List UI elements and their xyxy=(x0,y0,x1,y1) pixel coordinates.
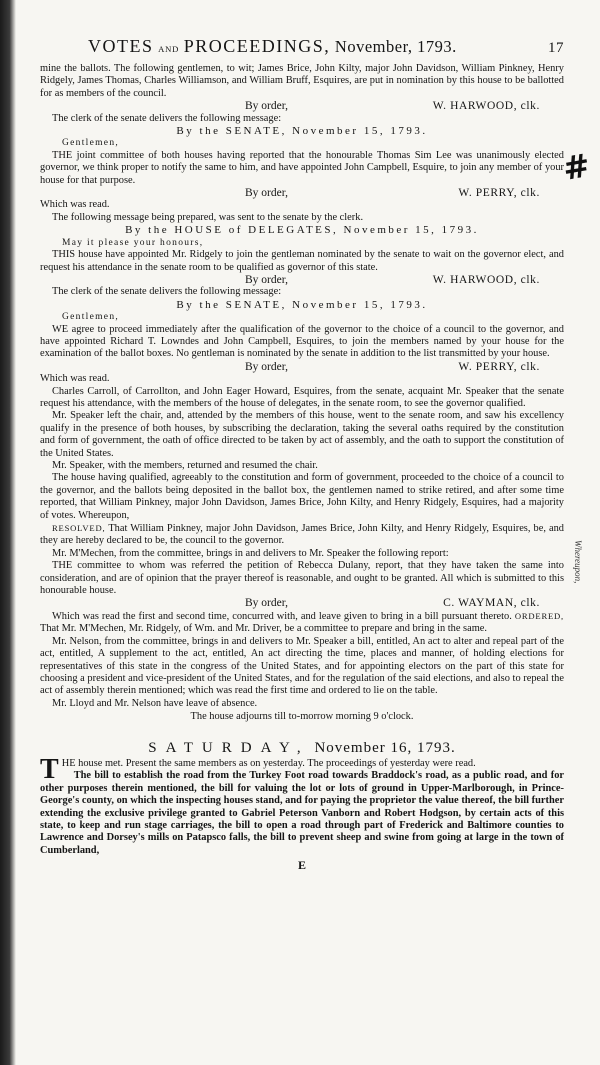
paragraph: Mr. Speaker, with the members, returned and resumed the chair. xyxy=(52,460,318,471)
salutation: Gentlemen, xyxy=(62,312,120,323)
paragraph: Mr. Nelson, from the committee, brings in and delivers to Mr. Speaker a bill, entitled, An act to alter and repeal part of the act, entitled, A supplement to the act, entitled, An act directing the time, places and manner, of holding elections for representatives of this state in the congress of the United States, and for appointing electors on the part of this state for choosing a president and vice-president of the United States, and for the regulation of the said elections, and also to repeal the act of assembly therein mentioned; which was read the first time and ordered to lie on the table. xyxy=(40,635,564,697)
salutation: May it please your honours, xyxy=(62,237,204,248)
message-heading: By the SENATE, November 15, 1793. xyxy=(176,298,428,311)
running-header xyxy=(40,36,564,57)
margin-hash-mark: # xyxy=(559,145,593,189)
running-title: VOTES AND PROCEEDINGS, November, 1793. xyxy=(88,36,457,56)
drop-cap: T xyxy=(40,753,59,785)
paragraph: The clerk of the senate delivers the following message: xyxy=(52,112,282,124)
adjournment-line: The house adjourns till to-morrow morning 9 o'clock. xyxy=(190,711,414,723)
salutation: Gentlemen, xyxy=(62,138,120,149)
day-heading: SATURDAY, November 16, 1793. xyxy=(148,739,456,756)
printer-signature-mark: E xyxy=(297,858,306,873)
paragraph: The bill to establish the road from the Turkey Foot road towards Braddock's road, as a public road, and for other purposes therein mentioned, the bill for valuing the lot or lots of ground in Upper-Marlborough, in Prince-George's county, on which the inspecting houses stand, and for paying the proprietor the value thereof, the bill further extending the exclusive privilege granted to Gabriel Peterson Vanborn and Robert Hodgson, by certain acts of this state, to keep and run stage carriages, the bill to open a road through part of Frederick and Baltimore counties to Lawrence and Dorsey's mills on Patapsco falls, the bill to prevent sheep and swine from going at large in the town of Cumberland, xyxy=(40,770,564,856)
paragraph: WE agree to proceed immediately after the qualification of the governor to the choice of a council to the governor, and have appointed Richard T. Lowndes and John Campbell, Esquires, to join the members named by your house for the examination of the ballot boxes. No gentleman is nominated by the senate in addition to the list transmitted by your house. xyxy=(40,323,564,360)
paragraph: Mr. M'Mechen, from the committee, brings in and delivers to Mr. Speaker the following report: xyxy=(52,547,449,559)
paragraph: mine the ballots. The following gentlemen, to wit; James Brice, John Kilty, major John Davidson, William Pinkney, Henry Ridgely, James Thomas, Charles Williamson, and William Bruff, Esquires, are put in nomination by this house to be ballotted for as members of the council. xyxy=(40,63,564,99)
message-heading: By the HOUSE of DELEGATES, November 15, 1793. xyxy=(125,224,479,237)
paragraph: THE house met. Present the same members as on yesterday. The proceedings of yesterday were read. xyxy=(40,753,476,785)
signature-line: By order, W. PERRY, clk. xyxy=(245,360,540,373)
signature-line: By order, W. PERRY, clk. xyxy=(245,187,540,200)
paragraph: Mr. Speaker left the chair, and, attended by the members of this house, went to the senate room, and saw his excellency qualify in the presence of both houses, by subscribing the declaration, taking the several oaths required by the constitution and form of government, the oath of office directed to be taken by act of assembly, and the oath to support the constitution of the United States. xyxy=(40,410,564,459)
paragraph: Charles Carroll, of Carrollton, and John Eager Howard, Esquires, from the senate, acquaint Mr. Speaker that the senate request his attendance, with the members of the house of delegates, in the senate room, to see the governor qualified. xyxy=(40,385,564,409)
paragraph: Which was read the first and second time, concurred with, and leave given to bring in a bill pursuant thereto. ORDERED, That Mr. M'Mechen, Mr. Ridgely, of Wm. and Mr. Driver, be a committee to prepare and bring in the same. xyxy=(40,610,564,635)
signature-line: By order, C. WAYMAN, clk. xyxy=(245,597,540,610)
paragraph: The clerk of the senate delivers the following message: xyxy=(52,286,282,298)
paragraph: THIS house have appointed Mr. Ridgely to join the gentleman nominated by the senate to wait on the governor elect, and request his attendance in the senate room to be qualified as governor of this state. xyxy=(40,249,564,273)
paragraph: Which was read. xyxy=(40,199,110,211)
paragraph: THE committee to whom was referred the petition of Rebecca Dulany, report, that they have taken the same into consideration, and are of opinion that the prayer thereof is reasonable, and ought to be granted. All which is submitted to this honourable house. xyxy=(40,560,564,597)
margin-handwritten-note: Whereupon, xyxy=(573,540,583,584)
resolution-paragraph: RESOLVED, That William Pinkney, major John Davidson, James Brice, John Kilty, and Henry Ridgely, Esquires, be, and they are hereby declared to be, the council to the governor. xyxy=(40,523,564,547)
paragraph: The following message being prepared, was sent to the senate by the clerk. xyxy=(52,211,364,223)
paragraph: Mr. Lloyd and Mr. Nelson have leave of absence. xyxy=(52,697,258,709)
signature-line: By order, W. HARWOOD, clk. xyxy=(245,100,540,113)
message-heading: By the SENATE, November 15, 1793. xyxy=(176,125,428,138)
paragraph: Which was read. xyxy=(40,373,110,385)
signature-line: By order, W. HARWOOD, clk. xyxy=(245,273,540,286)
header-date: November, 1793. xyxy=(334,37,457,56)
paragraph: The house having qualified, agreeably to the constitution and form of government, proceeded to the choice of a council to the governor, and the ballots being deposited in the ballot box, the gentlemen named to strike retired, and after some time reported, that William Pinkney, major John Davidson, James Brice, John Kilty, and Henry Ridgely, Esquires, had a majority of votes. Whereupon, xyxy=(40,472,564,521)
page-number: 17 xyxy=(548,40,564,56)
journal-text xyxy=(40,63,564,872)
paragraph: THE joint committee of both houses having reported that the honourable Thomas Sim Lee was unanimously elected governor, we think proper to notify the same to him, and have appointed John Campbell, Esquire, to join any member of your house for that purpose. xyxy=(40,149,564,186)
